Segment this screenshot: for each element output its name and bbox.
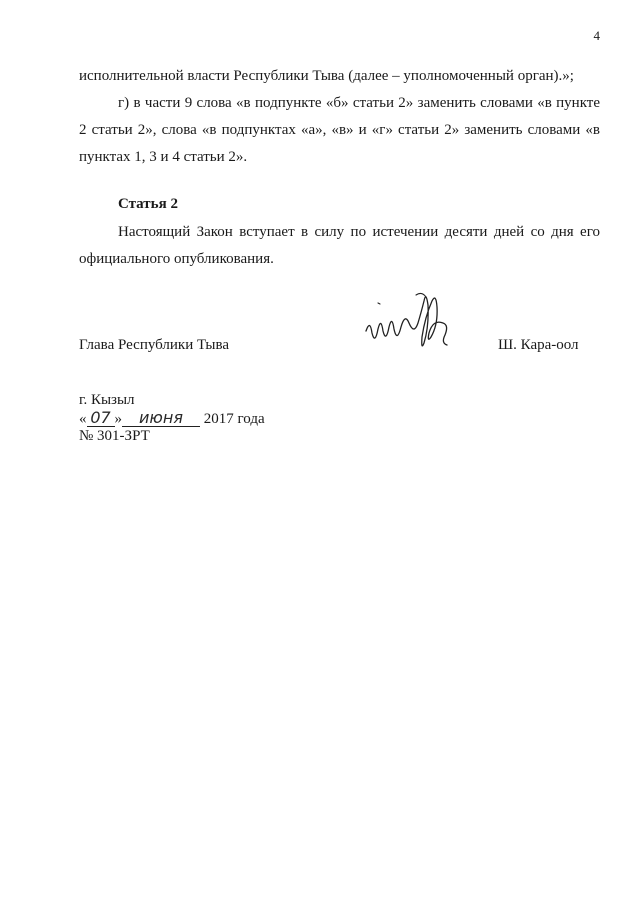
article-heading: Статья 2 (118, 196, 178, 212)
handwritten-month: июня (122, 409, 200, 427)
handwritten-day: 07 (87, 409, 115, 427)
place-date-block (79, 392, 265, 445)
paragraph-g: г) в части 9 слова «в подпункте «б» статьи 2» заменить словами «в пункте 2 статьи 2», слова «в подпунктах «а», «в» и «г» статьи 2» заменить словами «в пунктах 1, 3 и 4 статьи 2». (79, 95, 600, 165)
city: г. Кызыл (79, 392, 135, 408)
signatory-title: Глава Республики Тыва (79, 337, 230, 353)
year-text: 2017 года (203, 411, 265, 427)
paragraph-entry-into-force: Настоящий Закон вступает в силу по истечении десяти дней со дня его официального опубликования. (79, 224, 600, 267)
close-quote: » (114, 411, 122, 427)
signatory-name: Ш. Кара-оол (498, 337, 579, 353)
date-line (79, 409, 265, 428)
open-quote: « (79, 411, 87, 427)
paragraph-continuation: исполнительной власти Республики Тыва (далее – уполномоченный орган).»; (79, 68, 574, 84)
law-number: № 301-ЗРТ (79, 428, 150, 444)
page-number: 4 (593, 28, 600, 43)
handwritten-signature (358, 283, 478, 373)
